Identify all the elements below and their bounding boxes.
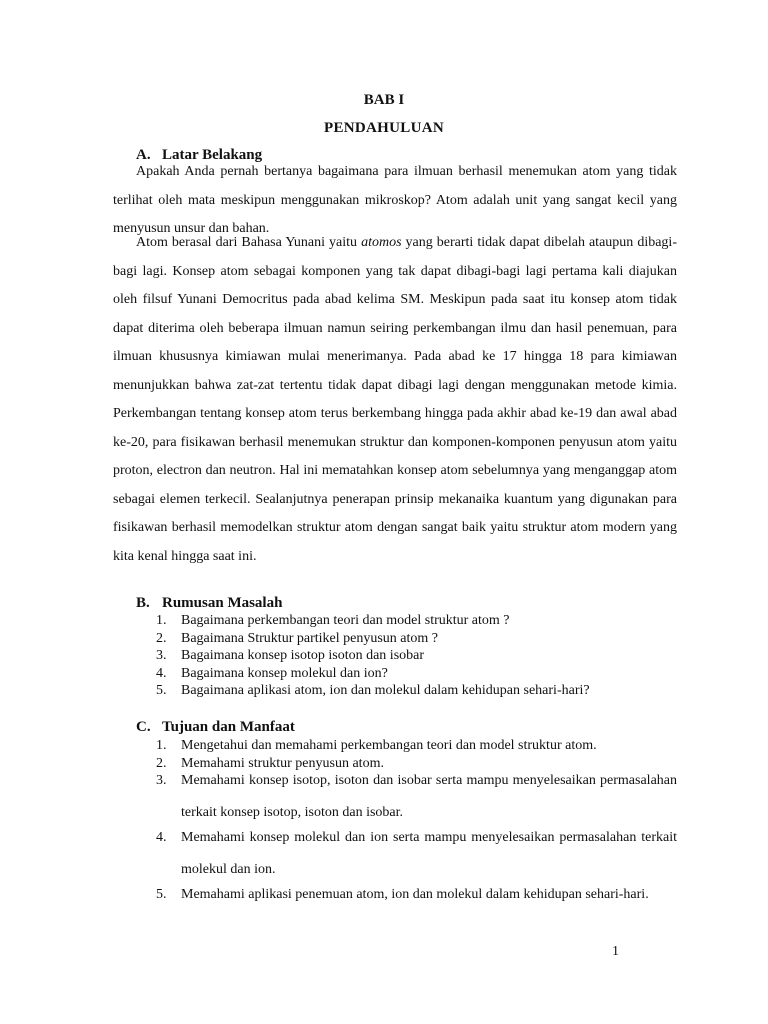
list-item	[156, 682, 677, 700]
list-item-number: 1.	[156, 738, 167, 753]
list-item-text: Memahami aplikasi penemuan atom, ion dan molekul dalam kehidupan sehari-hari.	[181, 887, 649, 902]
section-b-letter: B.	[136, 595, 150, 611]
list-item	[156, 612, 677, 630]
list-item	[156, 879, 677, 911]
section-a-letter: A.	[136, 147, 151, 163]
list-item-text: Memahami struktur penyusun atom.	[181, 755, 384, 771]
list-item-number: 4.	[156, 665, 167, 681]
section-c-title: Tujuan dan Manfaat	[162, 719, 295, 735]
list-item-text: Mengetahui dan memahami perkembangan teori dan model struktur atom.	[181, 738, 597, 753]
list-item-number: 2.	[156, 630, 167, 646]
list-item	[156, 665, 677, 683]
list-item-number: 3.	[156, 773, 167, 788]
paragraph-atom-history-term: atomos	[361, 235, 402, 250]
list-item-text: Memahami konsep molekul dan ion serta mampu menyelesaikan permasalahan terkait molekul dan ion.	[181, 830, 677, 877]
list-item-number: 1.	[156, 613, 167, 628]
list-item-text: Bagaimana perkembangan teori dan model struktur atom ?	[181, 613, 510, 628]
list-item-text: Bagaimana konsep molekul dan ion?	[181, 665, 388, 681]
problem-list	[156, 612, 677, 700]
list-item-number: 5.	[156, 887, 167, 902]
list-item-number: 3.	[156, 648, 167, 663]
list-item	[156, 765, 677, 829]
list-item-text: Bagaimana konsep isotop isoton dan isobar	[181, 648, 425, 663]
section-a-title: Latar Belakang	[162, 147, 263, 163]
section-c-letter: C.	[136, 719, 151, 735]
section-b-heading	[136, 595, 282, 612]
section-c-heading	[136, 719, 295, 736]
page-number: 1	[612, 944, 619, 959]
section-b-title: Rumusan Masalah	[162, 595, 283, 611]
list-item	[156, 630, 677, 648]
list-item-number: 2.	[156, 755, 167, 771]
list-item-text: Bagaimana aplikasi atom, ion dan molekul dalam kehidupan sehari-hari?	[181, 683, 590, 698]
list-item-number: 4.	[156, 830, 167, 845]
paragraph-atom-history	[113, 229, 677, 571]
list-item	[156, 647, 677, 665]
paragraph-intro-text: Apakah Anda pernah bertanya bagaimana para ilmuan berhasil menemukan atom yang tidak terlihat oleh mata meskipun menggunakan mikroskop? Atom adalah unit yang sangat kecil yang menyusun unsur dan bahan.	[113, 164, 677, 236]
paragraph-atom-history-rest: yang berarti tidak dapat dibelah ataupun dibagi-bagi lagi. Konsep atom sebagai komponen yang tak dapat dibagi-bagi lagi pertama kali diajukan oleh filsuf Yunani Democritus pada abad kelima SM. Meskipun pada saat itu konsep atom tidak dapat diterima oleh beberapa ilmuan namun seiring perkembangan ilmu dan hasil penemuan, para ilmuan khususnya kimiawan mulai menerimanya. Pada abad ke 17 hingga 18 para kimiawan menunjukkan bahwa zat-zat tertentu tidak dapat dibagi lagi dengan menggunakan metode kimia. Perkembangan tentang konsep atom terus berkembang hingga pada akhir abad ke-19 dan awal abad ke-20, para fisikawan berhasil menemukan struktur dan komponen-komponen penyusun atom yaitu proton, electron dan neutron. Hal ini mematahkan konsep atom sebelumnya yang menganggap atom sebagai elemen terkecil. Sealanjutnya penerapan prinsip mekanaika kuantum yang digunakan para fisikawan berhasil memodelkan struktur atom dengan sangat baik yaitu struktur atom modern yang kita kenal hingga saat ini.	[113, 235, 677, 564]
purpose-list	[156, 737, 677, 911]
list-item-number: 5.	[156, 683, 167, 698]
list-item	[156, 737, 677, 755]
chapter-title: PENDAHULUAN	[324, 120, 444, 136]
list-item	[156, 822, 677, 886]
paragraph-atom-history-start: Atom berasal dari Bahasa Yunani yaitu	[136, 235, 362, 250]
chapter-number: BAB I	[363, 92, 405, 108]
list-item-text: Bagaimana Struktur partikel penyusun atom ?	[181, 630, 438, 646]
list-item-text: Memahami konsep isotop, isoton dan isobar serta mampu menyelesaikan permasalahan terkait konsep isotop, isoton dan isobar.	[181, 773, 677, 820]
